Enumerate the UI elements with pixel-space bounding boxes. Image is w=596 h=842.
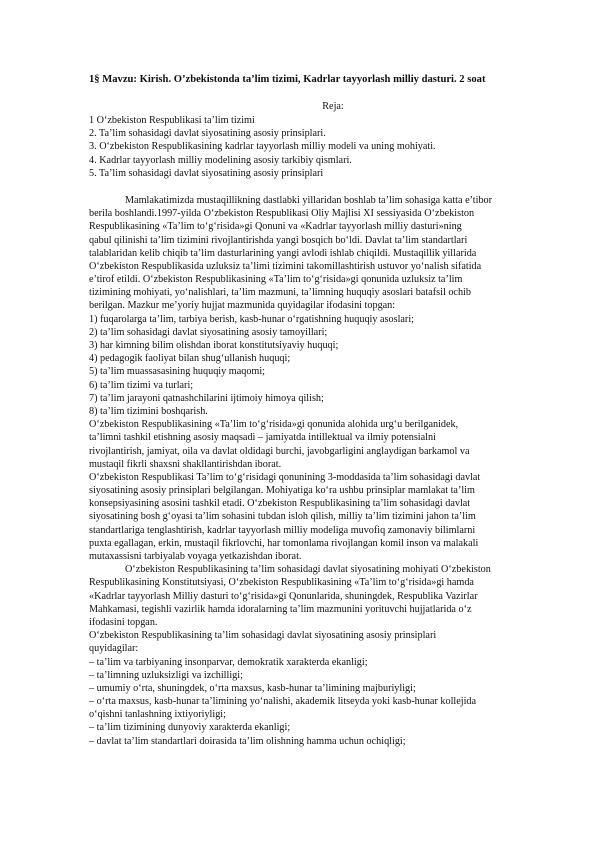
plan-item: 2. Ta’lim sohasidagi davlat siyosatining asosiy prinsiplari.: [89, 128, 326, 140]
list-item: 8) ta’lim tizimini boshqarish.: [89, 405, 208, 417]
list-item: – o‘rta maxsus, kasb-hunar ta’limining yo‘nalishi, akademik litseyda yoki kasb-hunar kollejida: [89, 696, 477, 708]
paragraph-principles: [89, 471, 561, 563]
paragraph-line: konsepsiyasining asosini tashkil etadi. O‘zbekiston Respublikasining ta’lim sohasidagi davlat: [89, 498, 471, 510]
paragraph-line: siyosatining bosh g‘oyasi ta’lim sohasini tubdan isloh qilish, milliy ta’lim tizimini jahon ta’lim: [89, 511, 476, 523]
list-item: 1) fuqarolarga ta’lim, tarbiya berish, kasb-hunar o‘rgatishning huquqiy asoslari;: [89, 313, 414, 325]
paragraph-line: standartlariga tenglashtirish, kadrlar tayyorlash milliy modeliga muvofiq zamonaviy bilimlarni: [89, 524, 476, 536]
plan-item: 1 O‘zbekiston Respublikasi ta’lim tizimi: [89, 115, 255, 126]
paragraph-line: ifodasini topgan.: [89, 616, 158, 628]
paragraph-line: O‘zbekiston Respublikasining «Ta’lim to‘g‘risida»gi qonunida alohida urg‘u berilganidek,: [89, 419, 459, 431]
list-item: 4) pedagogik faoliyat bilan shug‘ullanish huquqi;: [89, 353, 291, 365]
plan-list: [89, 114, 561, 180]
list-item: 2) ta’lim sohasidagi davlat siyosatining asosiy tamoyillari;: [89, 326, 328, 338]
paragraph-line: Mamlakatimizda mustaqillikning dastlabki yillaridan boshlab ta’lim sohasiga katta e’tibor: [125, 194, 493, 206]
paragraph-line: ta’limni tashkil etishning asosiy maqsadi – jamiyatda intillektual va ilmiy potensialni: [89, 432, 436, 444]
paragraph-line: berilgan. Mazkur me’yoriy hujjat mazmunida quyidagilar ifodasini topgan:: [89, 300, 396, 312]
law-contents-list: [89, 313, 561, 419]
paragraph-line: e’tirof etildi. O‘zbekiston Respublikasining «Ta’lim to‘g‘risida»gi qonunida uzluksiz ta’lim: [89, 274, 463, 286]
paragraph-line: talablaridan kelib chiqib ta’lim dasturlarining yangi avlodi ishlab chiqildi. Mustaqillik yillarida: [89, 247, 477, 259]
document-body: [89, 114, 561, 748]
paragraph-line: puxta egallagan, erkin, mustaqil fikrlovchi, har tomonlama rivojlangan komil inson va malakali: [89, 537, 479, 549]
list-item: 7) ta’lim jarayoni qatnashchilarini ijtimoiy himoya qilish;: [89, 392, 324, 404]
paragraph-line: siyosatining asosiy prinsiplari belgilangan. Mohiyatiga ko‘ra ushbu prinsiplar mamlakat ta’lim: [89, 485, 475, 497]
plan-item: 4. Kadrlar tayyorlash milliy modelining asosiy tarkibiy qismlari.: [89, 154, 352, 166]
paragraph-line: rivojlantirish, jamiyat, oila va davlat oldidagi burchi, javobgarligini anglaydigan barkamol va: [89, 445, 470, 457]
paragraph-line: Mahkamasi, tegishli vazirlik hamda idoralarning ta’lim mazmunini yorituvchi hujjatlarida o‘z: [89, 603, 472, 615]
paragraph-line: berila boshlandi.1997-yilda O‘zbekiston Respublikasi Oliy Majlisi XI sessiyasida O‘zbekiston: [89, 208, 475, 220]
list-item: 3) har kimning bilim olishdan iborat konstitutsiyaviy huquqi;: [89, 340, 339, 351]
paragraph-line: quyidagilar:: [89, 643, 139, 655]
list-item: – ta’lim tizimining dunyoviy xarakterda ekanligi;: [89, 722, 291, 734]
paragraph-line: Respublikasining «Ta’lim to‘g‘risida»gi Qonuni va «Kadrlar tayyorlash milliy dasturi»ning: [89, 221, 462, 233]
principles-list: [89, 656, 561, 748]
paragraph-line: O‘zbekiston Respublikasi Ta’lim to‘g‘risidagi qonunining 3-moddasida ta’lim sohasidagi davlat: [89, 471, 481, 483]
paragraph-line: «Kadrlar tayyorlash Milliy dasturi to‘g‘risida»gi Qonunlarida, shuningdek, Respublika Vazirlar: [89, 590, 478, 602]
list-item: – umumiy o‘rta, shuningdek, o‘rta maxsus, kasb-hunar ta’limining majburiyligi;: [89, 682, 416, 694]
paragraph-line: qabul qilinishi ta’lim tizimini rivojlantirishda yangi bosqich bo‘ldi. Davlat ta’lim standartlari: [89, 234, 468, 246]
plan-title: Reja:: [322, 101, 344, 112]
list-item: – ta’limning uzluksizligi va izchilligi;: [89, 669, 243, 681]
paragraph-line: O‘zbekiston Respublikasining ta’lim sohasidagi davlat siyosatining mohiyati O‘zbekiston: [125, 564, 491, 576]
plan-item: 3. O‘zbekiston Respublikasining kadrlar tayyorlash milliy modeli va uning mohiyati.: [89, 141, 436, 153]
list-item: 6) ta’lim tizimi va turlari;: [89, 379, 194, 391]
spacer: [89, 180, 561, 194]
list-item: 5) ta’lim muassasasining huquqiy maqomi;: [89, 366, 265, 378]
list-item: – davlat ta’lim standartlari doirasida ta’lim olishning hamma uchun ochiqligi;: [89, 735, 406, 747]
paragraph-line: Respublikasining Konstitutsiyasi, O‘zbekiston Respublikasining «Ta’lim to‘g‘risida»gi hamda: [89, 577, 474, 589]
page-title: 1§ Mavzu: Kirish. O’zbekistonda ta’lim tizimi, Kadrlar tayyorlash milliy dasturi. 2 soat: [89, 74, 486, 85]
plan-item: 5. Ta’lim sohasidagi davlat siyosatining asosiy prinsiplari: [89, 167, 324, 179]
paragraph-line: mustaqil fikrli shaxsni shakllantirishdan iborat.: [89, 458, 282, 470]
paragraph-line: tizimining mohiyati, yo‘nalishlari, ta’lim mazmuni, ta’limning huquqiy asoslari batafsil ochib: [89, 287, 471, 299]
list-item: – ta’lim va tarbiyaning insonparvar, demokratik xarakterda ekanligi;: [89, 656, 368, 668]
list-item: o‘qishni tanlashning ixtiyoriyligi;: [89, 709, 226, 721]
paragraph-intro: [89, 194, 561, 313]
paragraph-line: mutaxassisni tarbiyalab voyaga yetkazishdan iborat.: [89, 551, 302, 562]
paragraph-policy: [89, 563, 561, 629]
paragraph-goal: [89, 418, 561, 471]
paragraph-line: O‘zbekiston Respublikasining ta’lim sohasidagi davlat siyosatining asosiy prinsiplari: [89, 630, 437, 642]
paragraph-line: O‘zbekiston Respublikasida uzluksiz ta’limi tizimini takomillashtirish ustuvor yo‘nalish sifatida: [89, 260, 482, 272]
paragraph-principles-intro: [89, 629, 561, 655]
